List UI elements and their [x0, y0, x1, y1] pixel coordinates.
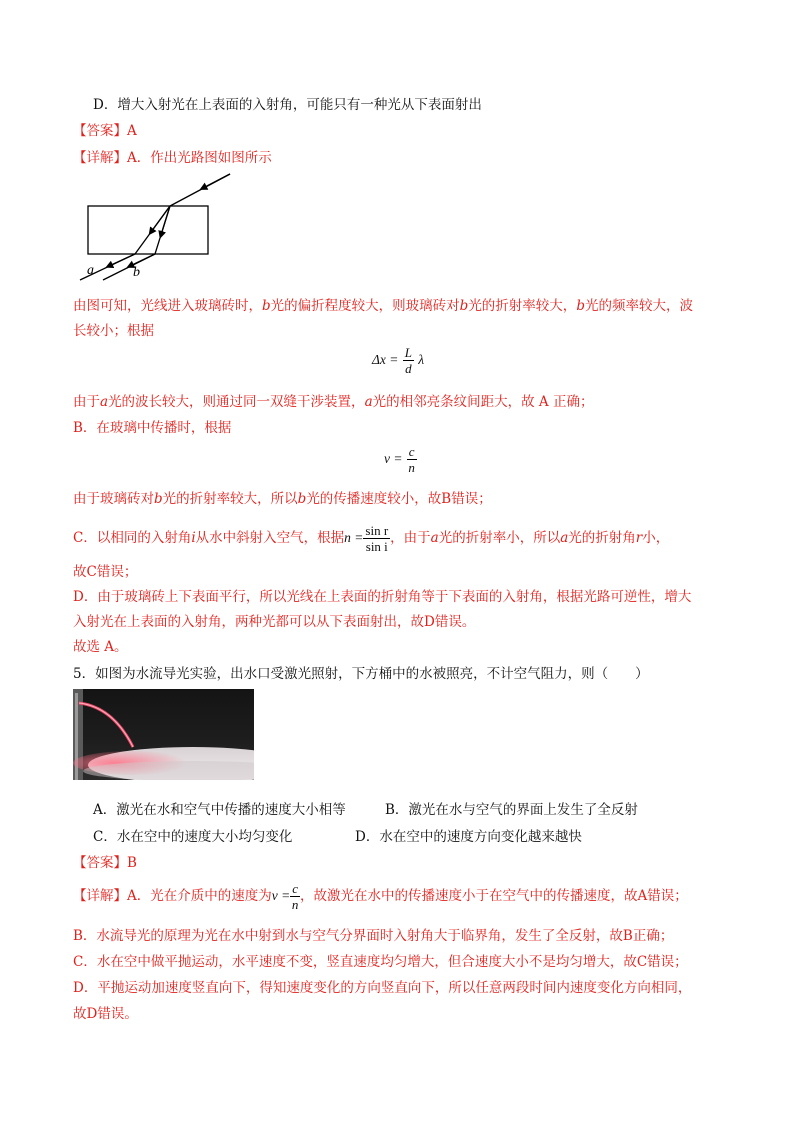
q5-option-a: A．激光在水和空气中传播的速度大小相等 — [93, 802, 346, 818]
label-a: a — [87, 263, 94, 278]
d-explanation-2: 入射光在上表面的入射角，两种光都可以从下表面射出，故D错误。 — [73, 614, 476, 630]
explanation-line-4: 由于玻璃砖对b光的折射率较大，所以b光的传播速度较小，故B错误； — [73, 491, 492, 507]
q5-stem: 5．如图为水流导光实验，出水口受激光照射，下方桶中的水被照亮，不计空气阻力，则（ ） — [73, 666, 649, 682]
light-path-diagram — [75, 168, 240, 283]
c-explanation-end: 故C错误； — [73, 564, 138, 580]
q5-detail-a: 【详解】A．光在介质中的速度为v = $\frac{c}{n}$ ，故激光在水中的传播速度小于在空气中的传播速度，故A错误； — [73, 881, 688, 912]
q5-detail-c: C．水在空中做平抛运动，水平速度不变，竖直速度均匀增大，但合速度大小不是均匀增大，故C错误； — [73, 954, 688, 970]
glass-block — [88, 206, 208, 254]
q4-detail-lead: 【详解】A．作出光路图如图所示 — [73, 150, 272, 166]
q5-option-d: D．水在空中的速度方向变化越来越快 — [355, 829, 582, 845]
b-lead: B．在玻璃中传播时，根据 — [73, 420, 232, 436]
q5-option-b: B．激光在水与空气的界面上发生了全反射 — [385, 802, 638, 818]
q5-detail-d2: 故D错误。 — [73, 1006, 138, 1022]
explanation-line-2: 长较小；根据 — [73, 323, 154, 339]
conclusion: 故选 A。 — [73, 639, 128, 655]
q5-detail-d1: D．平抛运动加速度竖直向下，得知速度变化的方向竖直向下，所以任意两段时间内速度变化方向相同， — [73, 980, 692, 996]
formula-fringe-spacing: Δx = $\frac{L}{d}$ λ — [372, 345, 425, 376]
q5-detail-b: B．水流导光的原理为光在水中射到水与空气分界面时入射角大于临界角，发生了全反射，故B正确； — [73, 928, 674, 944]
water-light-guide-photo — [73, 689, 254, 780]
formula-velocity: v = $\frac{c}{n}$ — [384, 444, 415, 475]
explanation-line-1: 由图可知，光线进入玻璃砖时，b光的偏折程度较大，则玻璃砖对b光的折射率较大，b光的频率较大，波 — [73, 298, 693, 314]
q5-answer: 【答案】B — [73, 855, 137, 871]
q4-answer: 【答案】A — [73, 123, 137, 139]
d-explanation-1: D．由于玻璃砖上下表面平行，所以光线在上表面的折射角等于下表面的入射角，根据光路可逆性，增大 — [73, 589, 692, 605]
label-b: b — [133, 265, 140, 280]
explanation-line-3: 由于a光的波长较大，则通过同一双缝干涉装置，a光的相邻亮条纹间距大，故 A 正确； — [73, 394, 594, 410]
c-explanation: C．以相同的入射角i从水中斜射入空气，根据n = $\frac{\text{sin r}}{\text{sin i}}$ ，由于a光的折射率小，所以a光的折射角r小， — [73, 523, 670, 554]
q4-option-d: D．增大入射光在上表面的入射角，可能只有一种光从下表面射出 — [93, 97, 482, 113]
q5-option-c: C．水在空中的速度大小均匀变化 — [93, 829, 293, 845]
